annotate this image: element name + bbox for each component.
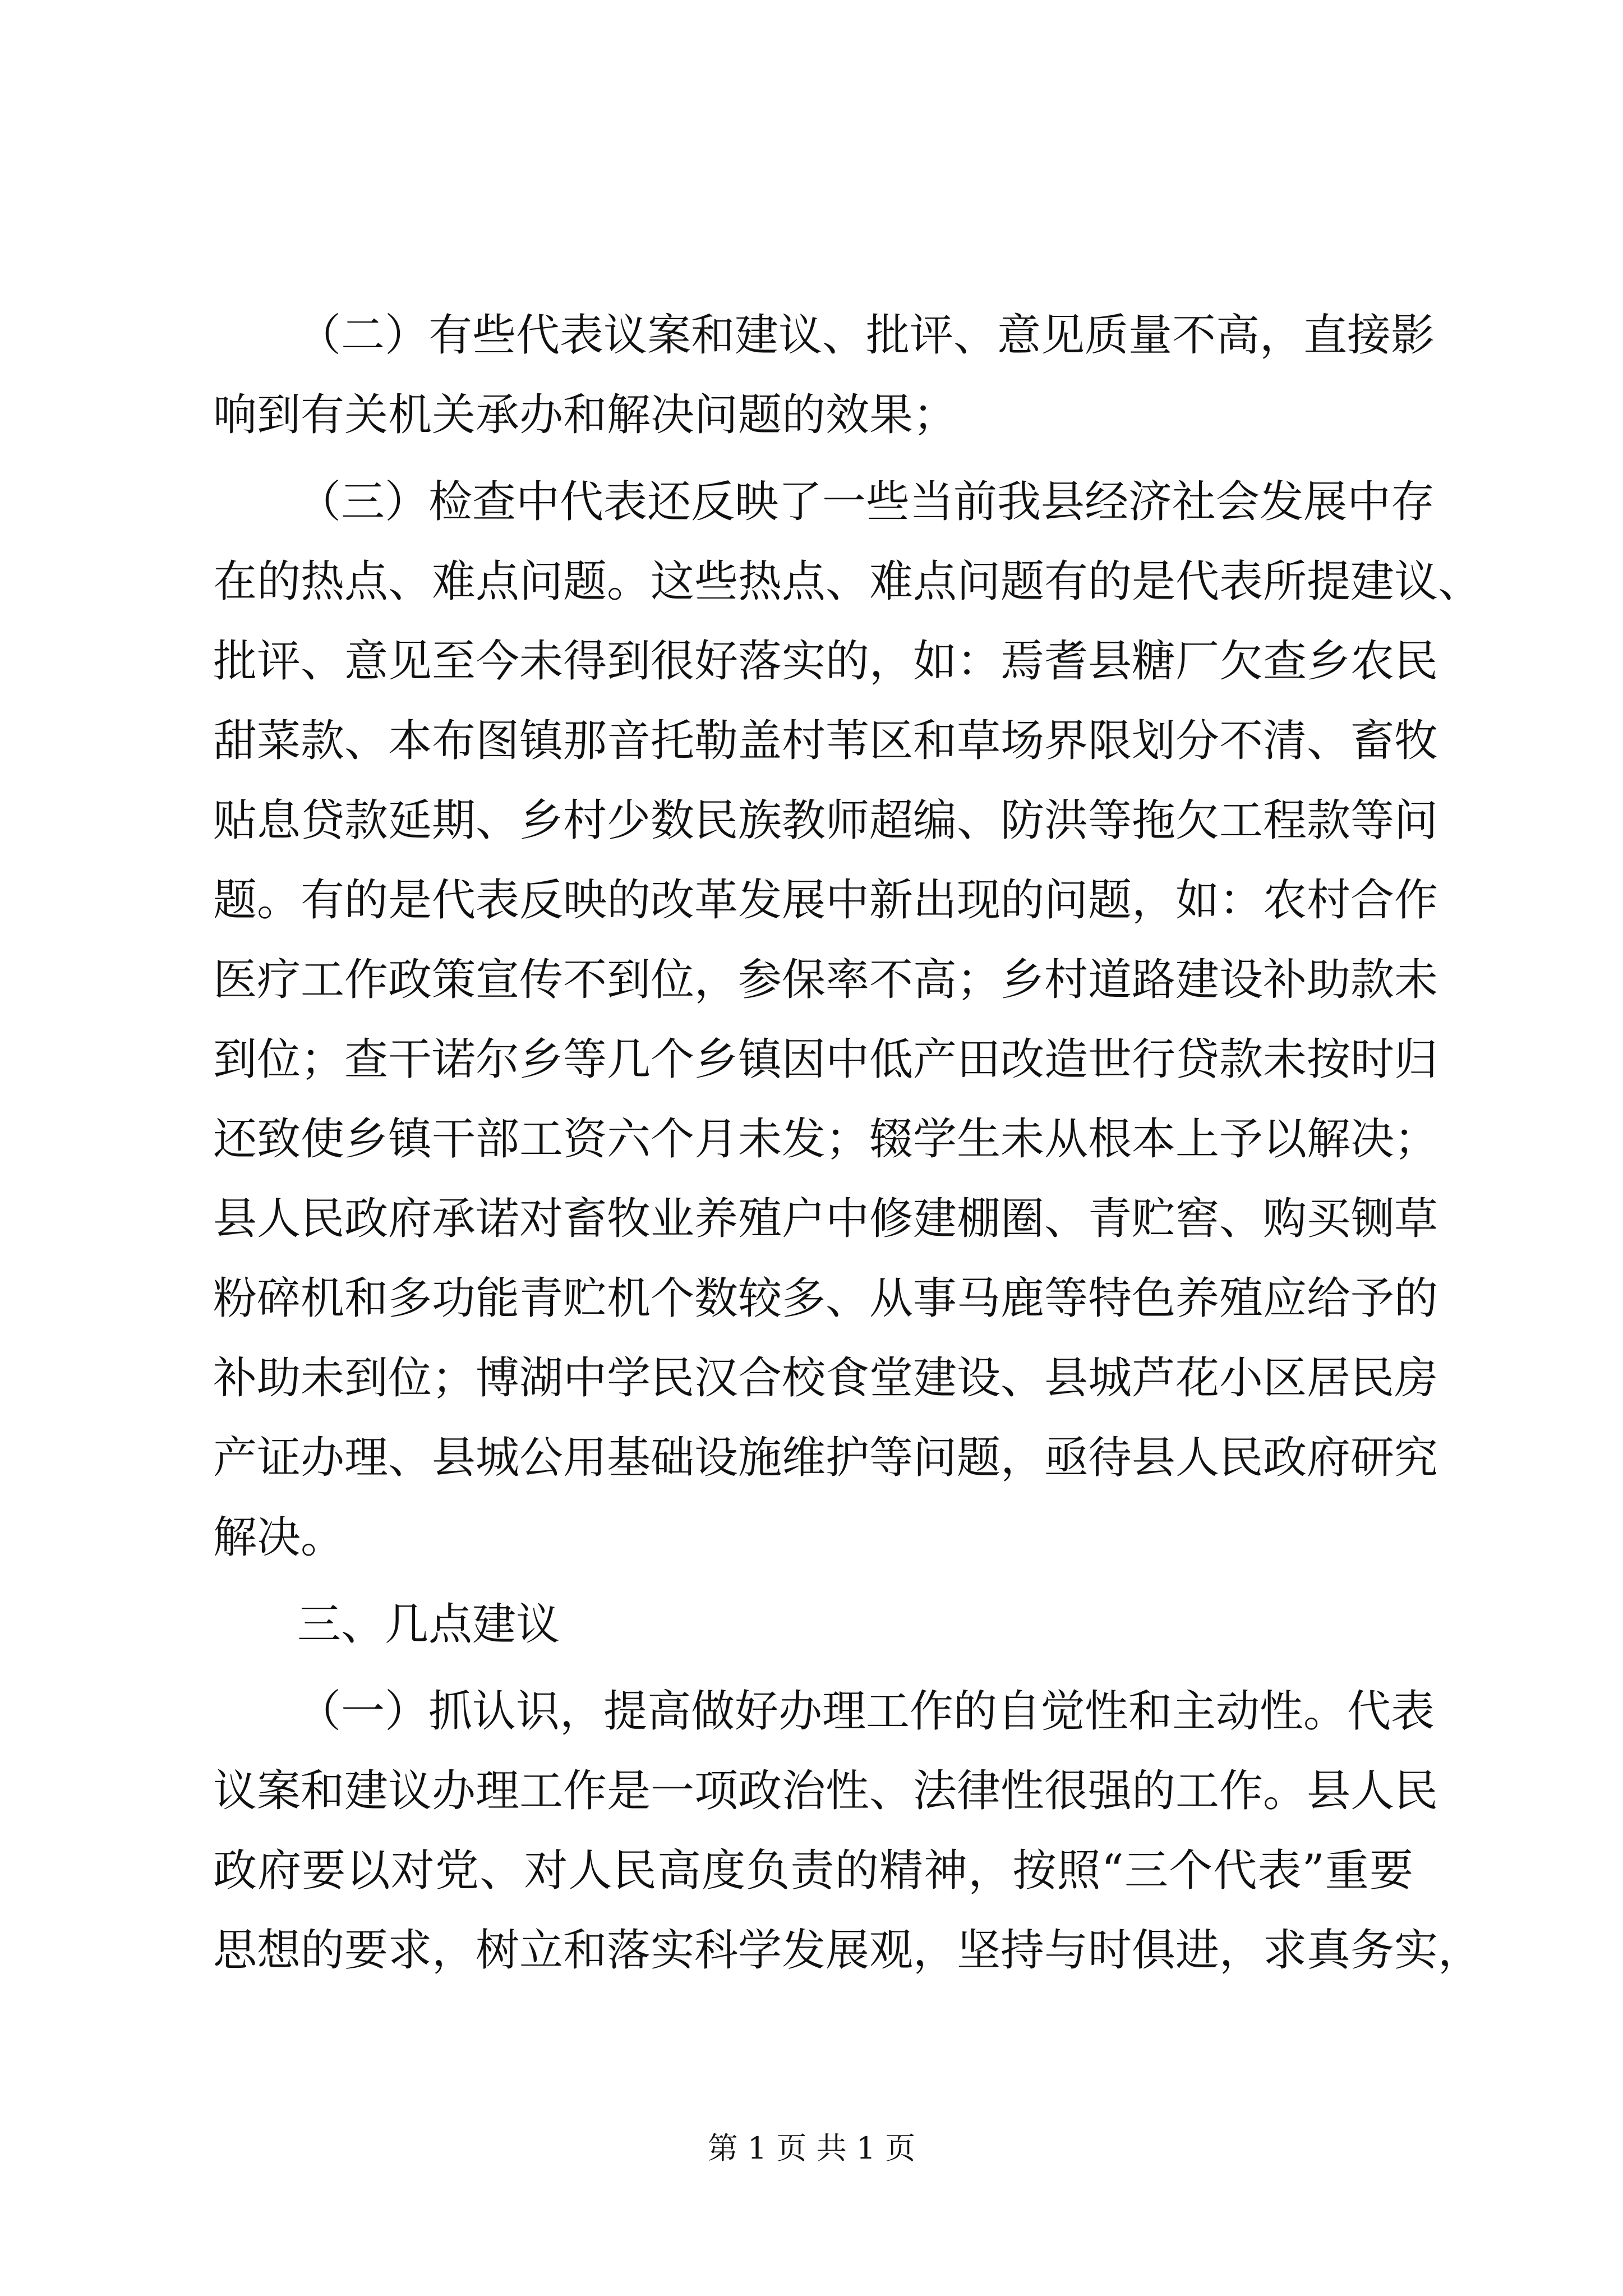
text-line: 粉碎机和多功能青贮机个数较多、从事马鹿等特色养殖应给予的 <box>213 1273 1438 1324</box>
text-line: 议案和建议办理工作是一项政治性、法律性很强的工作。县人民 <box>213 1766 1438 1816</box>
text-line: 解决。 <box>213 1512 345 1563</box>
text-line: （三）检查中代表还反映了一些当前我县经济社会发展中存 <box>297 477 1435 527</box>
text-line: 响到有关机关承办和解决问题的效果； <box>213 390 957 440</box>
section-heading: 三、几点建议 <box>297 1599 560 1650</box>
text-line: 贴息贷款延期、乡村少数民族教师超编、防洪等拖欠工程款等问 <box>213 795 1438 846</box>
text-line: 在的热点、难点问题。这些热点、难点问题有的是代表所提建议、 <box>213 556 1482 607</box>
text-line: 补助未到位；博湖中学民汉合校食堂建设、县城芦花小区居民房 <box>213 1353 1438 1404</box>
text-line: 批评、意见至今未得到很好落实的，如：焉耆县糖厂欠查乡农民 <box>213 636 1438 687</box>
text-line: 产证办理、县城公用基础设施维护等问题，亟待县人民政府研究 <box>213 1433 1438 1483</box>
page-footer: 第 1 页 共 1 页 <box>707 2131 916 2166</box>
text-line: 思想的要求，树立和落实科学发展观，坚持与时俱进，求真务实， <box>213 1925 1482 1976</box>
text-line: （一）抓认识，提高做好办理工作的自觉性和主动性。代表 <box>297 1686 1435 1737</box>
text-line: 县人民政府承诺对畜牧业养殖户中修建棚圈、青贮窖、购买铡草 <box>213 1194 1438 1244</box>
text-line: 甜菜款、本布图镇那音托勒盖村苇区和草场界限划分不清、畜牧 <box>213 716 1438 766</box>
text-line: 还致使乡镇干部工资六个月未发；辍学生未从根本上予以解决； <box>213 1114 1438 1165</box>
text-line: 医疗工作政策宣传不到位，参保率不高；乡村道路建设补助款未 <box>213 955 1438 1005</box>
text-line: 到位；查干诺尔乡等几个乡镇因中低产田改造世行贷款未按时归 <box>213 1034 1438 1085</box>
text-line: 政府要以对党、对人民高度负责的精神，按照“三个代表”重要 <box>213 1846 1413 1896</box>
text-line: （二）有些代表议案和建议、批评、意见质量不高，直接影 <box>297 310 1435 361</box>
text-line: 题。有的是代表反映的改革发展中新出现的问题，如：农村合作 <box>213 875 1438 926</box>
